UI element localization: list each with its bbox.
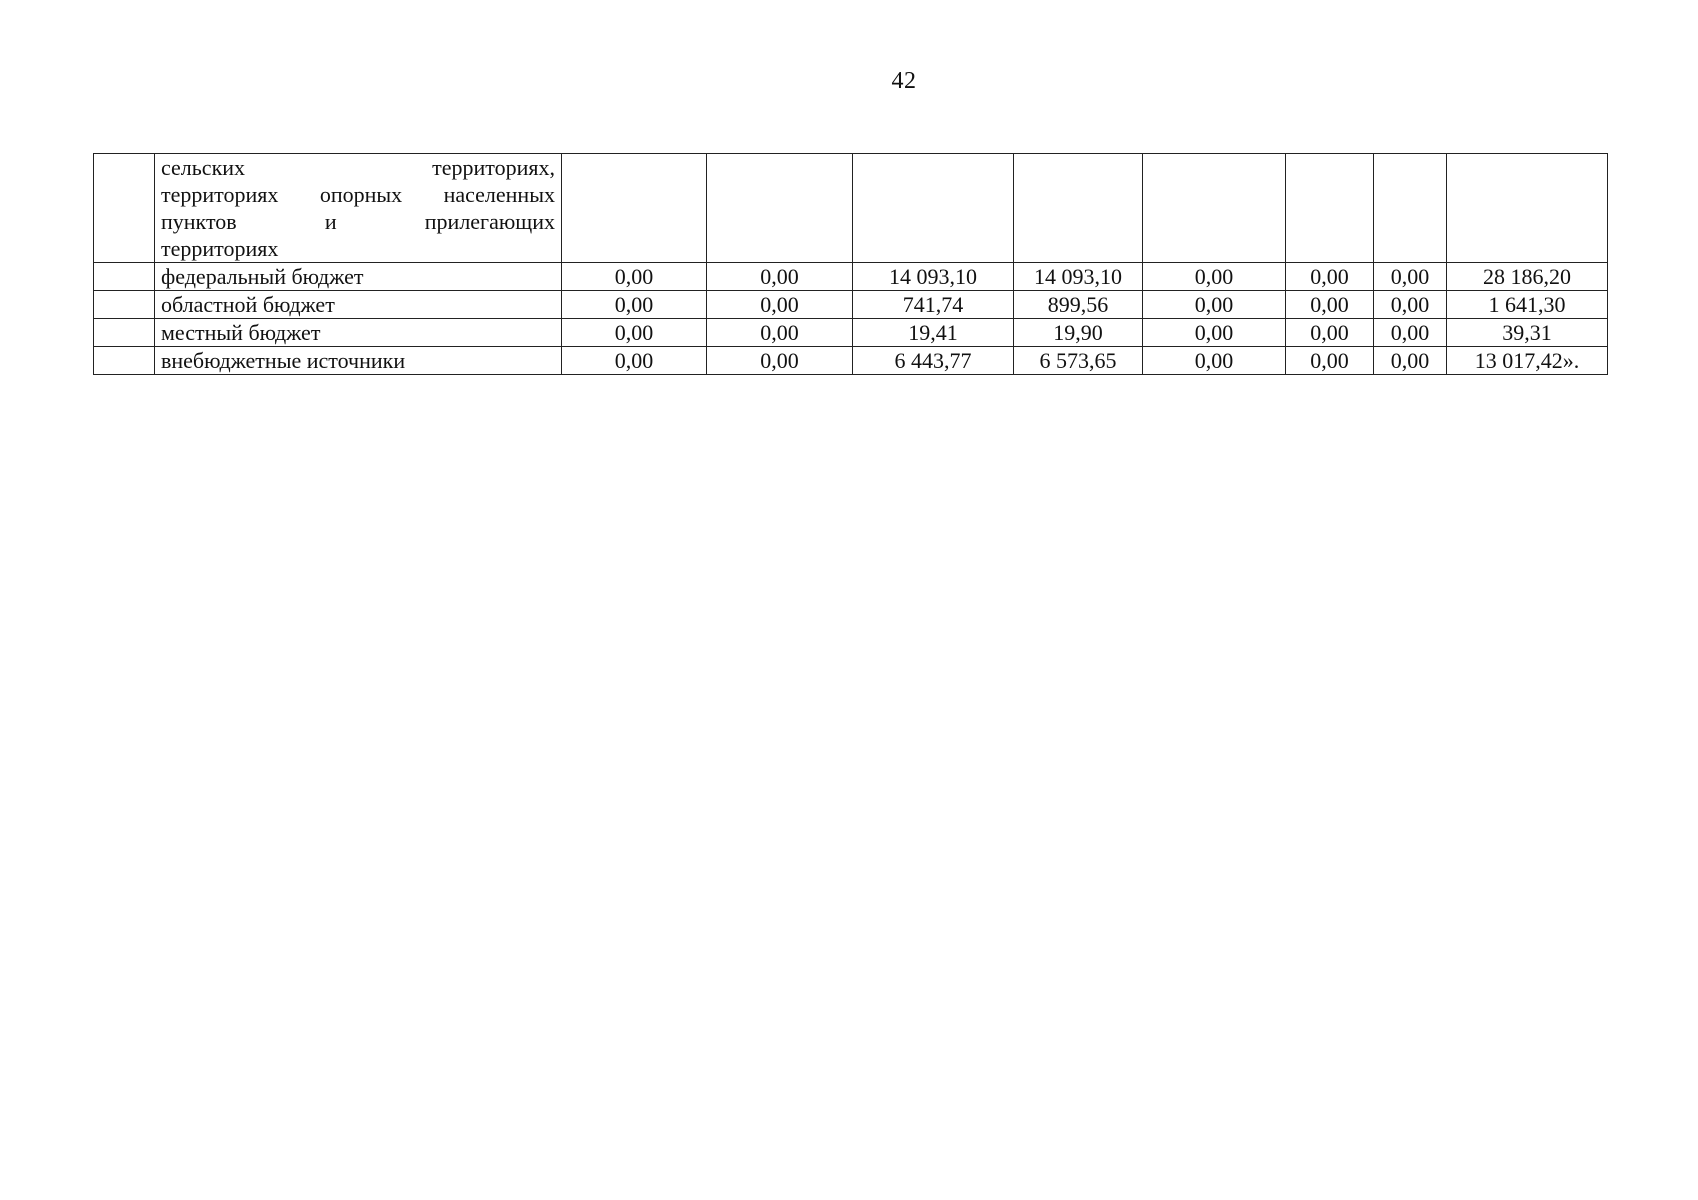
value-cell: 19,41 xyxy=(853,319,1014,347)
table-row-continuation xyxy=(94,154,1608,263)
continuation-line: пунктов и прилегающих xyxy=(161,209,555,234)
row-label: федеральный бюджет xyxy=(155,263,562,291)
continuation-label-cell xyxy=(155,154,562,263)
total-cell: 28 186,20 xyxy=(1447,263,1608,291)
value-cell: 0,00 xyxy=(1374,291,1447,319)
value-cell: 899,56 xyxy=(1014,291,1143,319)
total-cell: 1 641,30 xyxy=(1447,291,1608,319)
value-cell: 0,00 xyxy=(707,263,853,291)
table-row-regional-budget xyxy=(94,291,1608,319)
value-cell: 741,74 xyxy=(853,291,1014,319)
value-cell: 0,00 xyxy=(562,347,707,375)
value-cell: 0,00 xyxy=(1143,319,1286,347)
empty-cell xyxy=(707,154,853,263)
value-cell: 0,00 xyxy=(1143,347,1286,375)
value-cell: 14 093,10 xyxy=(853,263,1014,291)
budget-table xyxy=(93,153,1608,375)
total-cell: 13 017,42». xyxy=(1447,347,1608,375)
empty-cell xyxy=(1374,154,1447,263)
value-cell: 14 093,10 xyxy=(1014,263,1143,291)
index-cell xyxy=(94,347,155,375)
continuation-line: территориях опорных населенных xyxy=(161,182,555,207)
total-cell: 39,31 xyxy=(1447,319,1608,347)
value-cell: 0,00 xyxy=(1143,291,1286,319)
value-cell: 0,00 xyxy=(1286,263,1374,291)
page-number: 42 xyxy=(891,68,917,94)
index-cell xyxy=(94,154,155,263)
value-cell: 0,00 xyxy=(562,319,707,347)
empty-cell xyxy=(1143,154,1286,263)
value-cell: 0,00 xyxy=(707,319,853,347)
index-cell xyxy=(94,263,155,291)
value-cell: 6 573,65 xyxy=(1014,347,1143,375)
row-label: областной бюджет xyxy=(155,291,562,319)
row-label: местный бюджет xyxy=(155,319,562,347)
value-cell: 0,00 xyxy=(1374,319,1447,347)
empty-cell xyxy=(1014,154,1143,263)
row-label: внебюджетные источники xyxy=(155,347,562,375)
continuation-line: территориях xyxy=(161,236,279,261)
value-cell: 0,00 xyxy=(1286,319,1374,347)
value-cell: 0,00 xyxy=(562,263,707,291)
table-row-federal-budget xyxy=(94,263,1608,291)
value-cell: 0,00 xyxy=(1374,347,1447,375)
value-cell: 0,00 xyxy=(707,347,853,375)
continuation-line: сельских территориях, xyxy=(161,155,555,180)
value-cell: 0,00 xyxy=(1143,263,1286,291)
index-cell xyxy=(94,291,155,319)
empty-cell xyxy=(1447,154,1608,263)
empty-cell xyxy=(853,154,1014,263)
empty-cell xyxy=(1286,154,1374,263)
value-cell: 0,00 xyxy=(562,291,707,319)
value-cell: 0,00 xyxy=(1286,347,1374,375)
value-cell: 0,00 xyxy=(1374,263,1447,291)
index-cell xyxy=(94,319,155,347)
empty-cell xyxy=(562,154,707,263)
value-cell: 19,90 xyxy=(1014,319,1143,347)
value-cell: 0,00 xyxy=(707,291,853,319)
value-cell: 6 443,77 xyxy=(853,347,1014,375)
table-row-extrabudgetary-sources xyxy=(94,347,1608,375)
value-cell: 0,00 xyxy=(1286,291,1374,319)
table-row-local-budget xyxy=(94,319,1608,347)
